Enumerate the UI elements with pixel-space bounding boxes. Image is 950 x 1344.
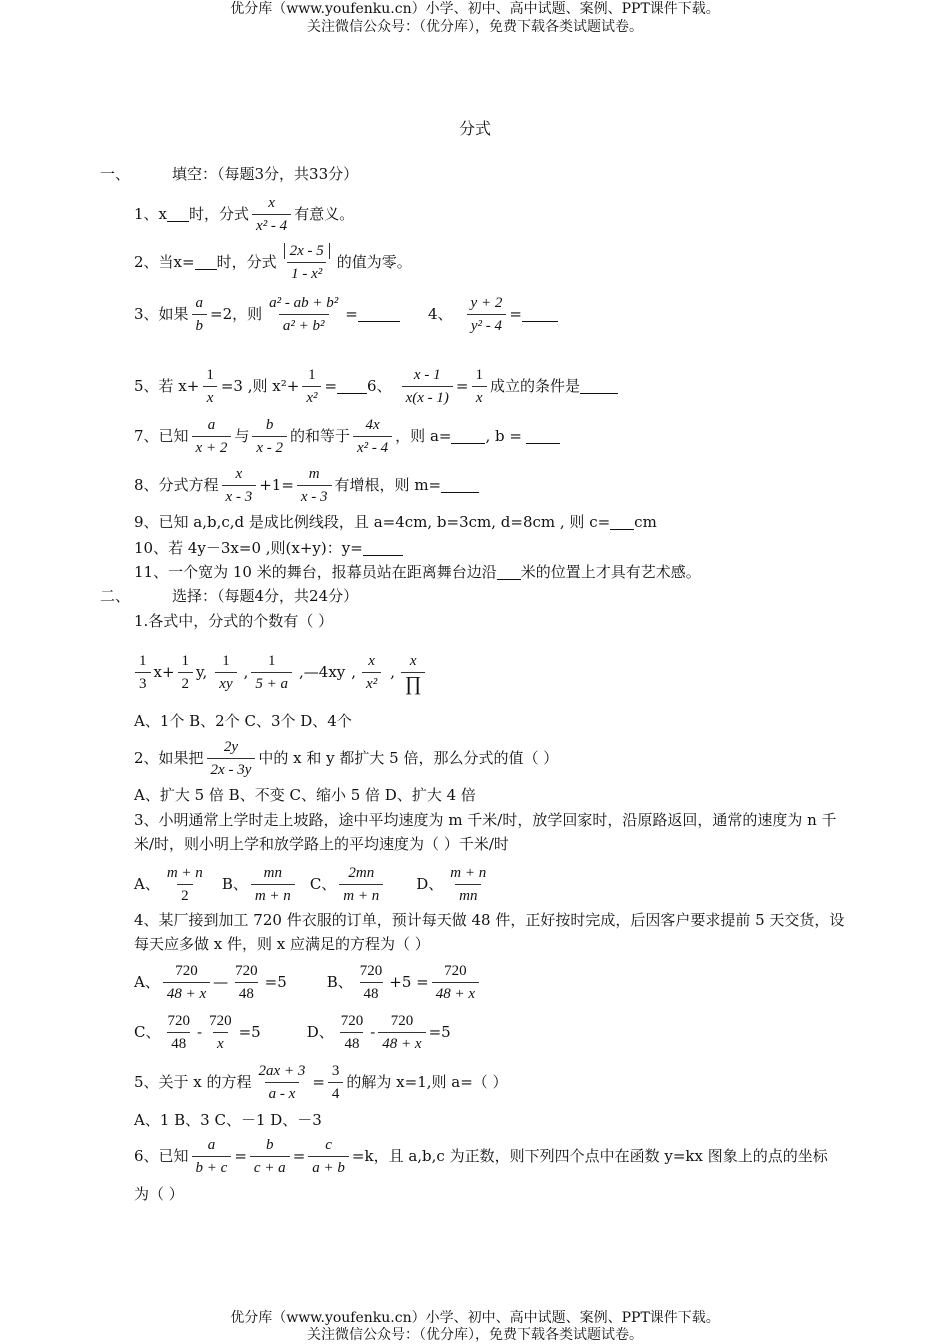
fraction: $\frac{m + n}{2}$ — [166, 864, 203, 904]
section2-heading — [100, 586, 358, 606]
choice-5: 5、关于 x 的方程 $\frac{2ax + 3}{a - x}$ = $\frac{3}{4}$ 的解为 x=1,则 a=（ ） — [134, 1062, 508, 1102]
fraction: $\frac{4x}{\text{x² - 4}}$ — [353, 416, 392, 457]
fraction: $\frac{720}{48 + x}$ — [432, 962, 479, 1003]
fraction: $\frac{2mn}{m + n}$ — [339, 864, 383, 905]
answer-blank[interactable] — [195, 255, 217, 270]
fraction: $\frac{720}{48}$ — [359, 962, 383, 1002]
fraction: $\frac{x}{x - 3}$ — [222, 465, 257, 506]
answer-blank[interactable] — [610, 515, 634, 530]
question-9: 9、已知 a,b,c,d 是成比例线段，且 a=4cm, b=3cm, d=8cm , 则 c= cm — [134, 513, 657, 531]
fraction: $\frac{b}{c + a}$ — [250, 1136, 290, 1177]
question-1: 1、x 时，分式 $\frac{x}{\text{x² - 4}}$ 有意义。 — [134, 194, 355, 234]
question-5: 5、若 x+ $\frac{1}{x}$ =3 ,则 x²+ $\frac{1}{\text{x²}}$ = 6、 $\frac{x - 1}{x(x - 1)}$ = $\frac{1}{x}$ 成立的条件是 — [134, 364, 618, 408]
answer-blank[interactable] — [363, 541, 403, 556]
fraction: $\frac{720}{48}$ — [340, 1012, 364, 1052]
fraction: $\frac{a}{x + 2}$ — [192, 416, 232, 457]
answer-blank[interactable] — [580, 379, 618, 394]
fraction: $\frac{m}{x - 3}$ — [297, 465, 332, 506]
choice-1-stem: 1.各式中，分式的个数有（ ） — [134, 612, 334, 630]
fraction: $\frac{720}{48}$ — [167, 1012, 190, 1052]
page-footer-line1: 优分库（www.youfenku.cn）小学、初中、高中试题、案例、PPT课件下载。 — [230, 1310, 720, 1326]
fraction: $\frac{1}{xy}$ — [215, 652, 236, 693]
fraction: $\frac{2ax + 3}{a - x}$ — [258, 1062, 306, 1102]
answer-blank[interactable] — [526, 429, 560, 444]
fraction: $\frac{x}{\text{x²}}$ — [362, 652, 381, 693]
fraction: $\frac{1}{3}$ — [135, 652, 151, 693]
question-10: 10、若 4y－3x=0 ,则(x+y)：y= — [134, 538, 403, 558]
section1-heading — [100, 164, 358, 184]
choice-3-stem: 3、小明通常上学时走上坡路，途中平均速度为 m 千米/时，放学回家时，沿原路返回，通常的速度为 n 千米/时，则小明上学和放学路上的平均速度为（ ）千米/时 — [134, 811, 837, 853]
question-2: 2、当x= 时，分式 $\frac{2x - 5}{\text{1 - x²}}$ 的值为零。 — [134, 242, 412, 282]
choice-6: 6、已知 $\frac{a}{b + c}$ = $\frac{b}{c + a}$ = $\frac{c}{a + b}$ =k ，且 a,b,c 为正数，则下列四个点中在函数 y=kx 图象上的点的坐标 — [134, 1136, 828, 1176]
fraction: $\frac{1}{x}$ — [202, 366, 218, 407]
answer-blank[interactable] — [451, 429, 485, 444]
question-6: 6、 — [367, 377, 392, 395]
answer-blank[interactable] — [358, 307, 400, 322]
fraction: $\frac{1}{2}$ — [178, 652, 194, 693]
page-header-line2: 关注微信公众号：（优分库），免费下载各类试题试卷。 — [307, 19, 643, 35]
answer-blank[interactable] — [337, 379, 367, 394]
answer-blank[interactable] — [167, 207, 189, 222]
section1-num: 一、 — [100, 165, 131, 183]
choice-4-stem: 4、某厂接到加工 720 件衣服的订单，预计每天做 48 件，正好按时完成，后因客户要求提前 5 天交货，设每天应多做 x 件，则 x 应满足的方程为（ ） — [134, 911, 845, 953]
choice-5-options: A、1 B、3 C、－1 D、－3 — [134, 1111, 322, 1129]
choice-1-expressions: $\frac{1}{3}$ x+ $\frac{1}{2}$ y, $\frac{1}{xy}$ , $\frac{1}{5 + a}$ ,—4xy , $\frac{x}{\text{x²}}$ , $\frac{x}{\prod}$ — [132, 649, 428, 695]
choice-2-options: A、扩大 5 倍 B、不变 C、缩小 5 倍 D、扩大 4 倍 — [134, 786, 476, 804]
section1-title: 填空：（每题3分，共33分） — [172, 165, 359, 183]
choice-3-options: A、 $\frac{m + n}{2}$ B、 $\frac{mn}{m + n}$ C、 $\frac{2mn}{m + n}$ D、 $\frac{m + n}{mn}$ — [134, 862, 493, 906]
choice-2: 2、如果把 $\frac{2y}{2x - 3y}$ 中的 x 和 y 都扩大 5 倍，那么分式的值（ ） — [134, 738, 559, 778]
fraction: $\frac{1}{5 + a}$ — [251, 652, 292, 693]
fraction: $\frac{a}{b}$ — [192, 294, 208, 335]
choice-6-tail: 为（ ） — [134, 1185, 184, 1203]
choice-4-options-cd: C、 $\frac{720}{48}$ - $\frac{720}{x}$ =5 D、 $\frac{720}{48}$ - $\frac{720}{48 + x}$ =5 — [134, 1012, 451, 1052]
answer-blank[interactable] — [522, 307, 558, 322]
fraction: $\frac{mn}{m + n}$ — [251, 864, 295, 905]
fraction: $\frac{720}{48 + x}$ — [378, 1012, 425, 1053]
question-8: 8、分式方程 $\frac{x}{x - 3}$ +1= $\frac{m}{x - 3}$ 有增根，则 m= — [134, 463, 479, 507]
fraction: $\frac{2x - 5}{\text{1 - x²}}$ — [280, 242, 334, 283]
answer-blank[interactable] — [441, 478, 479, 493]
question-7: 7、已知 $\frac{a}{x + 2}$ 与 $\frac{b}{x - 2}$ 的和等于 $\frac{4x}{\text{x² - 4}}$ ，则 a= , b = — [134, 414, 560, 458]
page-footer-line2: 关注微信公众号：（优分库），免费下载各类试题试卷。 — [307, 1327, 643, 1343]
fraction: $\frac{720}{x}$ — [209, 1012, 232, 1052]
page-title: 分式 — [458, 119, 491, 138]
page-header-line1: 优分库（www.youfenku.cn）小学、初中、高中试题、案例、PPT课件下载。 — [230, 1, 720, 17]
choice-4-options-ab: A、 $\frac{720}{48 + x}$ — $\frac{720}{48}$ =5 B、 $\frac{720}{48}$ +5 = $\frac{720}{48 + x}$ — [134, 960, 482, 1004]
question-4: 4、 $\frac{y + 2}{\text{y² - 4}}$ = — [428, 292, 558, 336]
section2-num: 二、 — [100, 587, 131, 605]
fraction: $\frac{3}{4}$ — [328, 1062, 344, 1103]
fraction: $\frac{c}{a + b}$ — [308, 1136, 349, 1177]
answer-blank[interactable] — [497, 565, 521, 580]
fraction: $\frac{720}{48}$ — [235, 962, 258, 1002]
fraction: $\frac{m + n}{mn}$ — [450, 864, 487, 904]
fraction: $\frac{x}{\text{x² - 4}}$ — [252, 194, 291, 235]
fraction: $\frac{\text{a² - ab + b²}}{\text{a² + b²}}$ — [269, 294, 339, 334]
fraction: $\frac{720}{48 + x}$ — [163, 962, 210, 1003]
choice-1-options: A、1个 B、2个 C、3个 D、4个 — [134, 712, 352, 730]
fraction: $\frac{1}{\text{x²}}$ — [302, 366, 321, 407]
fraction: $\frac{y + 2}{\text{y² - 4}}$ — [467, 294, 507, 335]
question-11: 11、一个宽为 10 米的舞台，报幕员站在距离舞台边沿 米的位置上才具有艺术感。 — [134, 563, 701, 581]
section2-title: 选择：（每题4分，共24分） — [172, 587, 359, 605]
fraction: $\frac{2y}{2x - 3y}$ — [207, 738, 256, 779]
fraction: $\frac{1}{x}$ — [471, 366, 487, 407]
fraction: $\frac{x - 1}{x(x - 1)}$ — [402, 366, 453, 407]
question-3: 3、如果 $\frac{a}{b}$ =2，则 $\frac{\text{a² - ab + b²}}{\text{a² + b²}}$ = — [134, 292, 400, 336]
fraction: $\frac{b}{x - 2}$ — [252, 416, 287, 457]
fraction: $\frac{x}{\prod}$ — [401, 652, 425, 693]
fraction: $\frac{a}{b + c}$ — [192, 1136, 232, 1177]
